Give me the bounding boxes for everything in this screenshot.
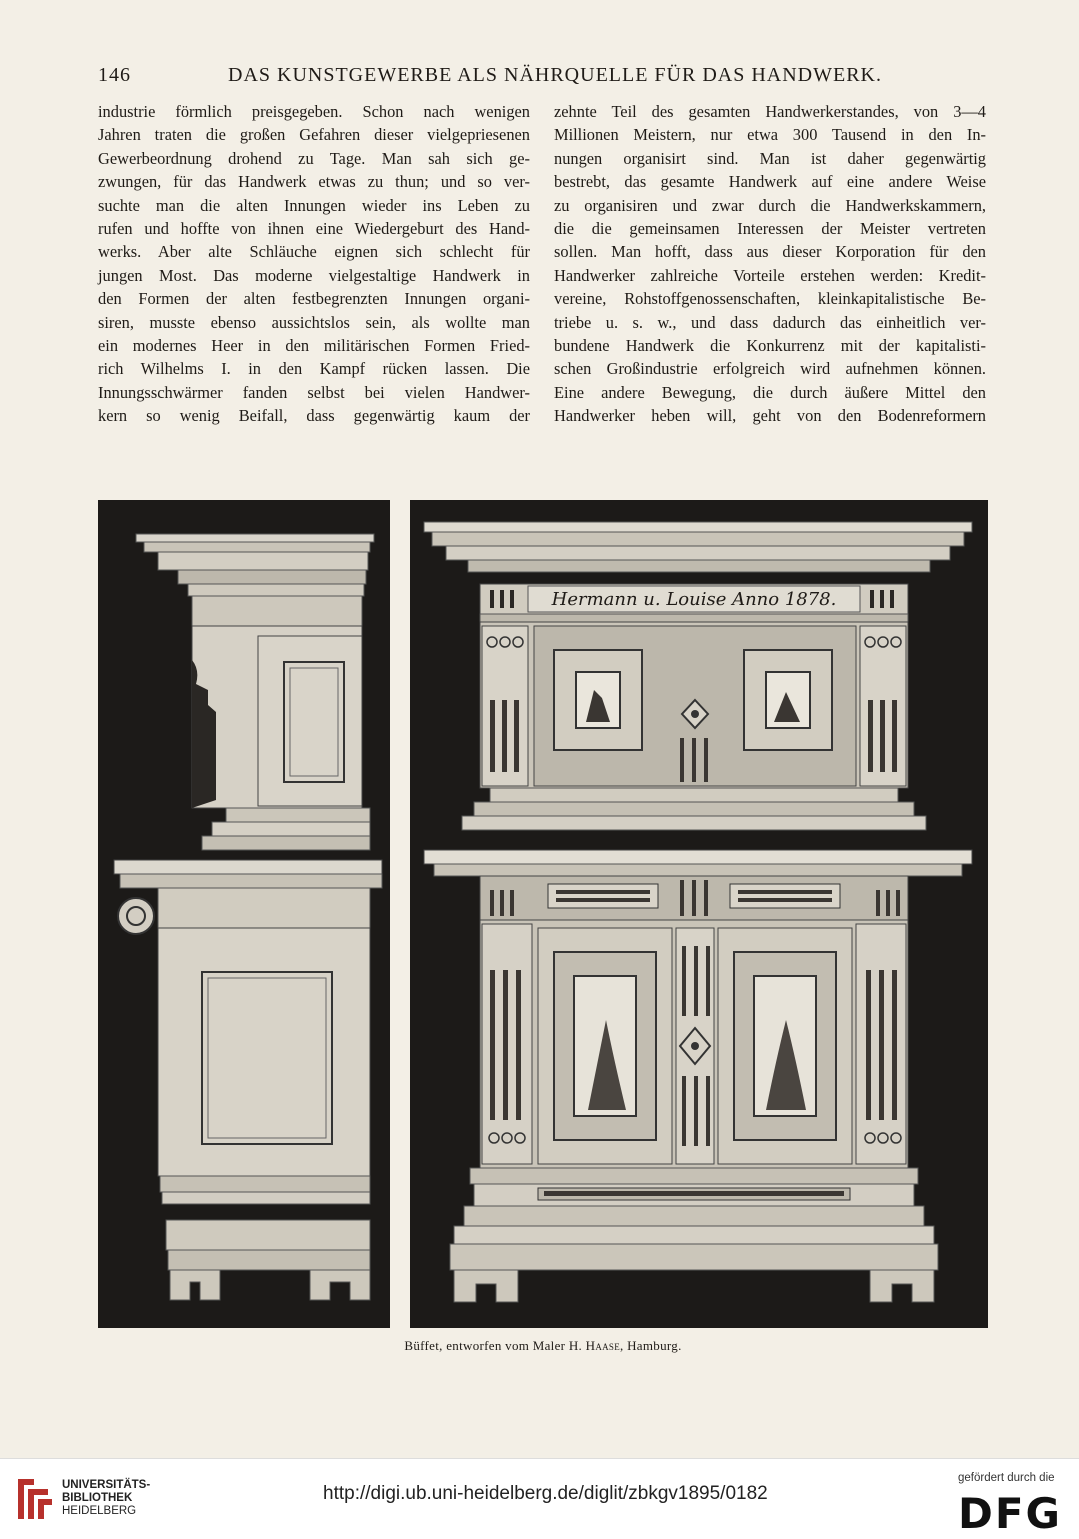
text-line: rich Wilhelms I. in den Kampf rücken lassen. Die (98, 359, 530, 379)
library-name-line: HEIDELBERG (62, 1505, 137, 1517)
text-line: bestrebt, das gesamte Handwerk auf eine andere Weise (554, 172, 986, 192)
text-column-left (98, 100, 530, 428)
text-line: zehnte Teil des gesamten Handwerkerstandes, von 3—4 (554, 102, 986, 121)
figure-caption (98, 1338, 988, 1354)
side-elevation (98, 500, 390, 1328)
text-line: sollen. Man hofft, dass aus dieser Korporation für den (554, 242, 986, 262)
text-line: Gewerbeordnung drohend zu Tage. Man sah sich ge- (98, 148, 530, 168)
running-title: DAS KUNSTGEWERBE ALS NÄHRQUELLE FÜR DAS HANDWERK. (228, 64, 882, 86)
text-line: kern so wenig Beifall, dass gegenwärtig kaum der (98, 406, 530, 426)
text-line: ein modernes Heer in den militärischen Formen Fried- (98, 336, 530, 356)
text-line: nungen organisirt sind. Man ist daher gegenwärtig (554, 148, 986, 168)
text-line: siren, musste ebenso aussichtslos sein, als wollte man (98, 312, 530, 332)
buffet-illustration (98, 500, 988, 1330)
text-line: vereine, Rohstoffgenossenschaften, kleinkapitalistische Be- (554, 289, 986, 309)
text-line: suchte man die alten Innungen wieder ins Leben zu (98, 195, 530, 215)
text-line: industrie förmlich preisgegeben. Schon nach wenigen (98, 102, 530, 121)
text-line: zwungen, für das Handwerk etwas zu thun; und so ver- (98, 172, 530, 192)
text-line: Handwerker heben will, geht von den Bodenreformern (554, 406, 986, 426)
page-number: 146 (98, 64, 131, 86)
text-line: Millionen Meistern, nur etwa 300 Tausend in den In- (554, 125, 986, 145)
caption-name: Haase (585, 1338, 621, 1353)
text-line: Eine andere Bewegung, die durch äußere Mittel den (554, 382, 986, 402)
funding-label: gefördert durch die (958, 1472, 1055, 1484)
text-line: zu organisiren und zwar durch die Handwerkskammern, (554, 195, 986, 215)
text-line: rufen und hoffte von ihnen eine Wiedergeburt des Hand- (98, 219, 530, 239)
library-name[interactable] (62, 1479, 150, 1518)
text-line: bundene Handwerk die Konkurrenz mit der kapitalisti- (554, 336, 986, 356)
dfg-logo[interactable]: DFG (958, 1489, 1063, 1538)
frieze-inscription: Hermann u. Louise Anno 1878. (551, 589, 837, 610)
text-line: Jahren traten die großen Gefahren dieser vielgepriesenen (98, 125, 530, 145)
running-header (98, 62, 988, 92)
caption-prefix: Büffet, entworfen vom Maler H. (404, 1338, 586, 1353)
text-line: die die gemeinsamen Interessen der Meister vertreten (554, 219, 986, 239)
caption-suffix: , Hamburg. (620, 1338, 682, 1353)
text-line: jungen Most. Das moderne vielgestaltige Handwerk in (98, 265, 530, 285)
front-elevation (410, 500, 988, 1328)
library-logo-icon[interactable] (14, 1475, 54, 1523)
text-line: werks. Aber alte Schläuche eignen sich schlecht für (98, 242, 530, 262)
footer-bar (0, 1458, 1079, 1539)
library-name-line: BIBLIOTHEK (62, 1492, 133, 1504)
library-name-line: UNIVERSITÄTS- (62, 1479, 151, 1491)
text-line: Handwerker zahlreiche Vorteile erstehen werden: Kredit- (554, 265, 986, 285)
text-line: schen Großindustrie erfolgreich wird aufnehmen können. (554, 359, 986, 379)
text-line: den Formen der alten festbegrenzten Innungen organi- (98, 289, 530, 309)
text-line: triebe u. s. w., und dass dadurch das einheitlich ver- (554, 312, 986, 332)
text-column-right (554, 100, 986, 428)
permalink-url[interactable]: http://digi.ub.uni-heidelberg.de/diglit/zbkgv1895/0182 (323, 1483, 768, 1504)
text-line: Innungsschwärmer fanden selbst bei vielen Handwer- (98, 382, 530, 402)
